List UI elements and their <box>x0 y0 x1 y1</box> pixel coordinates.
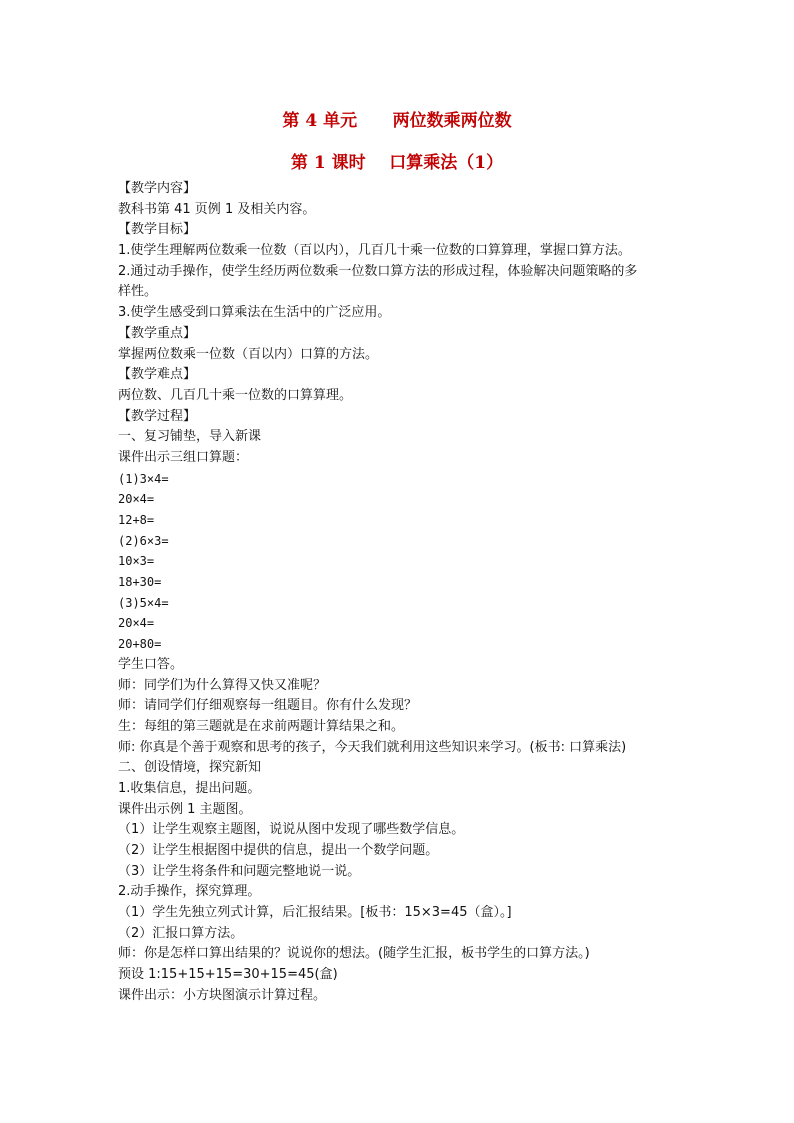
text-line: 生：每组的第三题就是在求前两题计算结果之和。 <box>118 718 405 734</box>
text-line: 教科书第 41 页例 1 及相关内容。 <box>118 201 316 217</box>
math-line: 18+30= <box>118 575 162 590</box>
text-line: （2）汇报口算方法。 <box>118 925 244 941</box>
text-line: 3.使学生感受到口算乘法在生活中的广泛应用。 <box>118 305 391 321</box>
text-line: 二、创设情境，探究新知 <box>118 760 262 776</box>
math-line: 20×4= <box>118 492 155 507</box>
math-line: 20+80= <box>118 637 162 652</box>
section-heading: 【教学重点】 <box>118 325 197 341</box>
section-heading: 【教学目标】 <box>118 222 197 238</box>
section-heading: 【教学内容】 <box>118 181 197 196</box>
text-line: （1）学生先独立列式计算，后汇报结果。[板书：15×3=45（盒）。] <box>118 905 512 921</box>
math-line: (3)5×4= <box>118 595 169 610</box>
section-heading: 【教学难点】 <box>118 367 197 383</box>
text-line: 2.通过动手操作，使学生经历两位数乘一位数口算方法的形成过程，体验解决问题策略的多 <box>118 263 638 279</box>
text-line: 课件出示三组口算题： <box>118 449 249 465</box>
math-line: 10×3= <box>118 554 155 569</box>
text-line: 师：同学们为什么算得又快又准呢？ <box>118 677 327 693</box>
math-line: (1)3×4= <box>118 471 169 486</box>
text-line: 掌握两位数乘一位数（百以内）口算的方法。 <box>118 346 379 362</box>
text-line: 一、复习铺垫，导入新课 <box>118 429 262 445</box>
text-line: 课件出示：小方块图演示计算过程。 <box>118 987 327 1003</box>
math-line: 12+8= <box>118 513 155 527</box>
section-heading: 【教学过程】 <box>118 408 197 424</box>
lesson-body <box>118 179 688 1007</box>
text-line: 两位数、几百几十乘一位数的口算算理。 <box>118 387 353 403</box>
text-line: 课件出示例 1 主题图。 <box>118 801 252 817</box>
text-line: 2.动手操作，探究算理。 <box>118 884 261 900</box>
text-line: 1.使学生理解两位数乘一位数（百以内），几百几十乘一位数的口算算理，掌握口算方法。 <box>118 243 631 259</box>
text-line: 预设 1:15+15+15=30+15=45(盒) <box>118 967 338 983</box>
text-line: 样性。 <box>118 284 158 300</box>
math-line: 20×4= <box>118 616 155 631</box>
math-line: (2)6×3= <box>118 533 169 548</box>
unit-title: 第 4 单元 两位数乘两位数 <box>282 111 512 131</box>
text-line: （2）让学生根据图中提供的信息，提出一个数学问题。 <box>118 843 439 858</box>
text-line: （1）让学生观察主题图，说说从图中发现了哪些数学信息。 <box>118 822 465 838</box>
text-line: 1.收集信息，提出问题。 <box>118 780 261 796</box>
text-line: （3）让学生将条件和问题完整地说一说。 <box>118 863 361 879</box>
text-line: 师：请同学们仔细观察每一组题目。你有什么发现？ <box>118 698 418 714</box>
lesson-title: 第 1 课时 口算乘法（1） <box>290 153 504 173</box>
text-line: 师：你是怎样口算出结果的？说说你的想法。(随学生汇报，板书学生的口算方法。) <box>118 946 590 962</box>
text-line: 师: 你真是个善于观察和思考的孩子，今天我们就利用这些知识来学习。(板书: 口算乘法) <box>118 739 627 755</box>
text-line: 学生口答。 <box>118 656 184 672</box>
